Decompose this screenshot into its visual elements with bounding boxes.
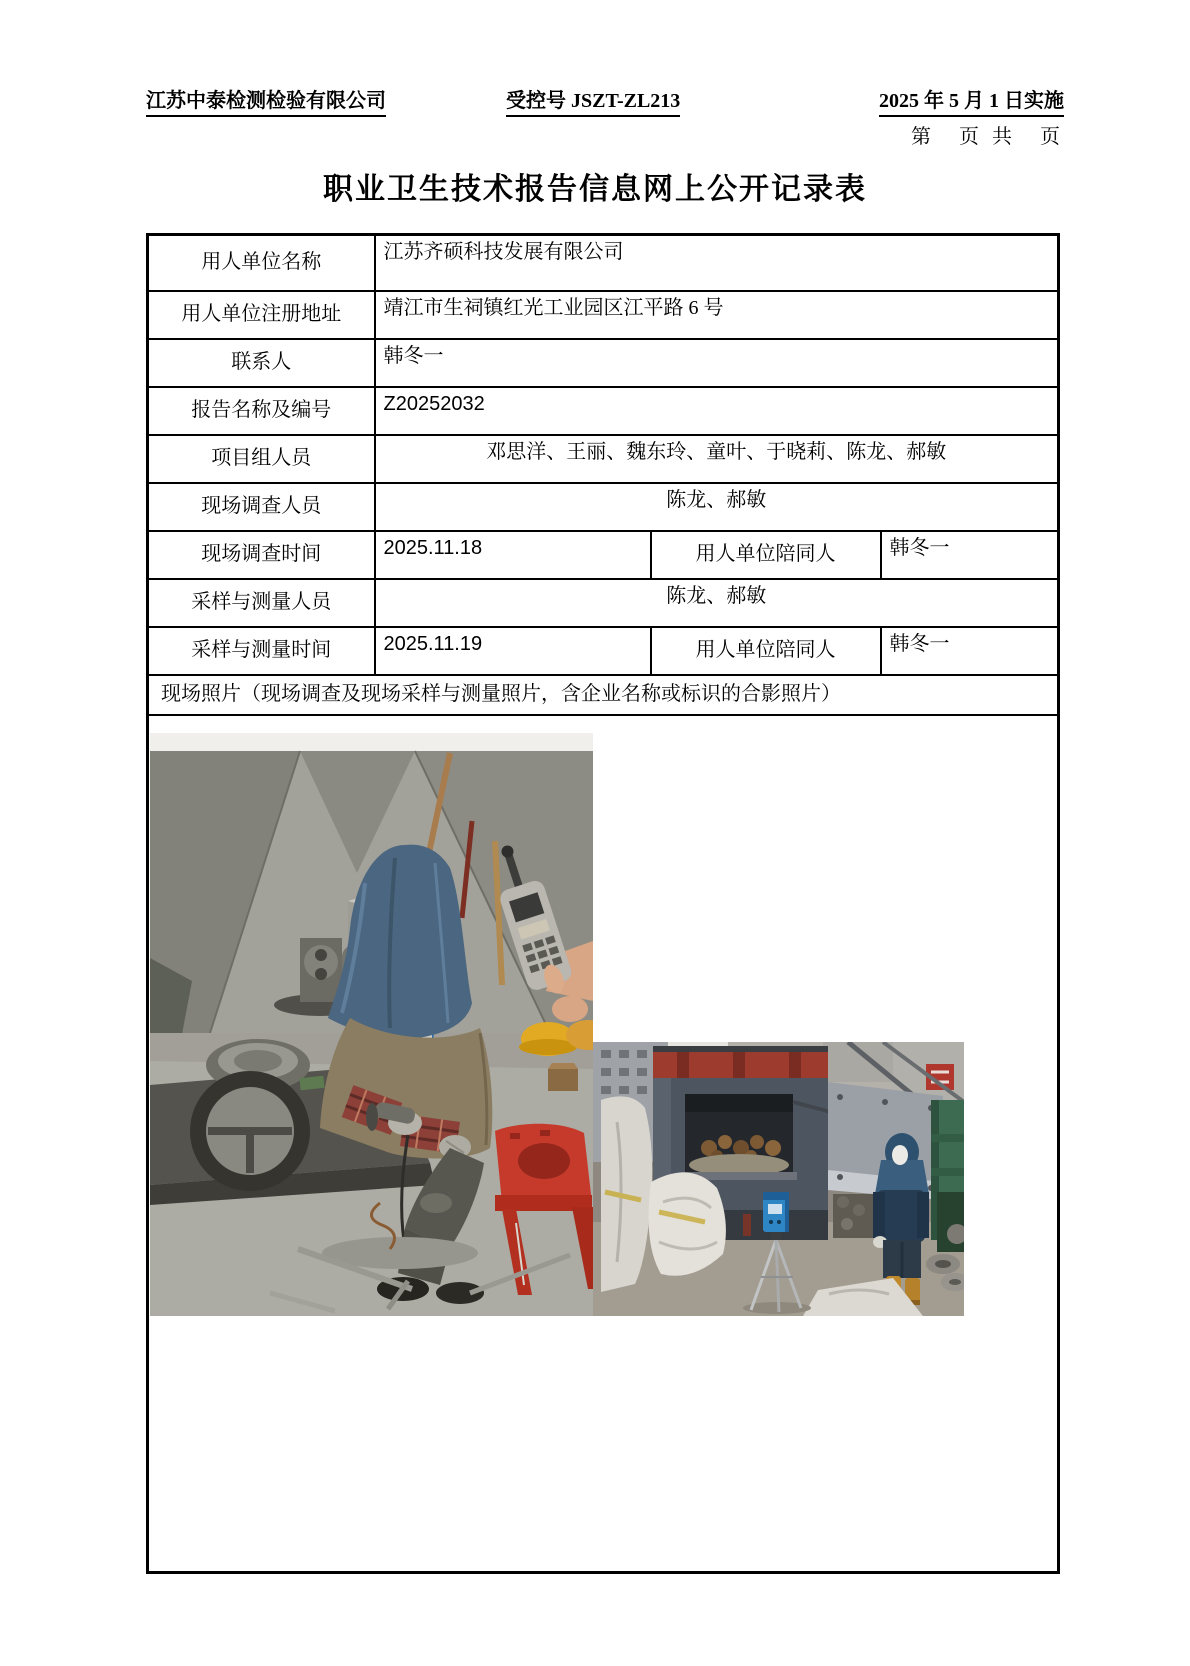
employer-address-value: 靖江市生祠镇红光工业园区江平路 6 号	[375, 291, 1059, 339]
table-row-employer-address	[148, 291, 1059, 339]
report-number-label: 报告名称及编号	[148, 387, 375, 435]
photo-wrapper	[149, 716, 1057, 1571]
table-row-project-team	[148, 435, 1059, 483]
survey-time-value: 2025.11.18	[375, 531, 651, 579]
employer-name-label: 用人单位名称	[148, 235, 375, 291]
table-row-contact	[148, 339, 1059, 387]
photo-1-illustration	[150, 733, 593, 1316]
table-row-sampling-time	[148, 627, 1059, 675]
sampling-time-value: 2025.11.19	[375, 627, 651, 675]
report-number-value: Z20252032	[375, 387, 1059, 435]
table-row-report-number	[148, 387, 1059, 435]
header-company	[146, 84, 386, 113]
contact-value: 韩冬一	[375, 339, 1059, 387]
site-photo-sampling-tripod	[593, 1042, 964, 1316]
table-row-survey-personnel	[148, 483, 1059, 531]
header-effective-date-text: 2025 年 5 月 1 日实施	[879, 90, 1064, 117]
survey-escort-value: 韩冬一	[881, 531, 1059, 579]
sampling-personnel-value: 陈龙、郝敏	[375, 579, 1059, 627]
survey-escort-label: 用人单位陪同人	[651, 531, 881, 579]
table-row-sampling-personnel	[148, 579, 1059, 627]
record-table	[146, 233, 1060, 1574]
sampling-escort-value: 韩冬一	[881, 627, 1059, 675]
survey-time-label: 现场调查时间	[148, 531, 375, 579]
contact-label: 联系人	[148, 339, 375, 387]
header-effective-date	[879, 84, 1064, 113]
sampling-personnel-label: 采样与测量人员	[148, 579, 375, 627]
employer-name-value: 江苏齐硕科技发展有限公司	[375, 235, 1059, 291]
header-company-text: 江苏中泰检测检验有限公司	[146, 90, 386, 117]
employer-address-label: 用人单位注册地址	[148, 291, 375, 339]
project-team-value: 邓思洋、王丽、魏东玲、童叶、于晓莉、陈龙、郝敏	[375, 435, 1059, 483]
photo-caption: 现场照片（现场调查及现场采样与测量照片，含企业名称或标识的合影照片）	[148, 675, 1059, 715]
header-controlled-number	[506, 84, 680, 113]
table-row-photos	[148, 715, 1059, 1573]
sampling-time-label: 采样与测量时间	[148, 627, 375, 675]
survey-personnel-label: 现场调查人员	[148, 483, 375, 531]
site-photo-grinding-noise	[150, 733, 593, 1316]
header-controlled-number-text: 受控号 JSZT-ZL213	[506, 90, 680, 117]
table-row-photo-caption	[148, 675, 1059, 715]
photo-area	[148, 715, 1059, 1573]
header-page-marker: 第 页 共 页	[911, 126, 1064, 148]
table-row-employer-name	[148, 235, 1059, 291]
photo-2-illustration	[593, 1042, 964, 1316]
survey-personnel-value: 陈龙、郝敏	[375, 483, 1059, 531]
page-title: 职业卫生技术报告信息网上公开记录表	[323, 173, 867, 206]
project-team-label: 项目组人员	[148, 435, 375, 483]
table-row-survey-time	[148, 531, 1059, 579]
sampling-escort-label: 用人单位陪同人	[651, 627, 881, 675]
